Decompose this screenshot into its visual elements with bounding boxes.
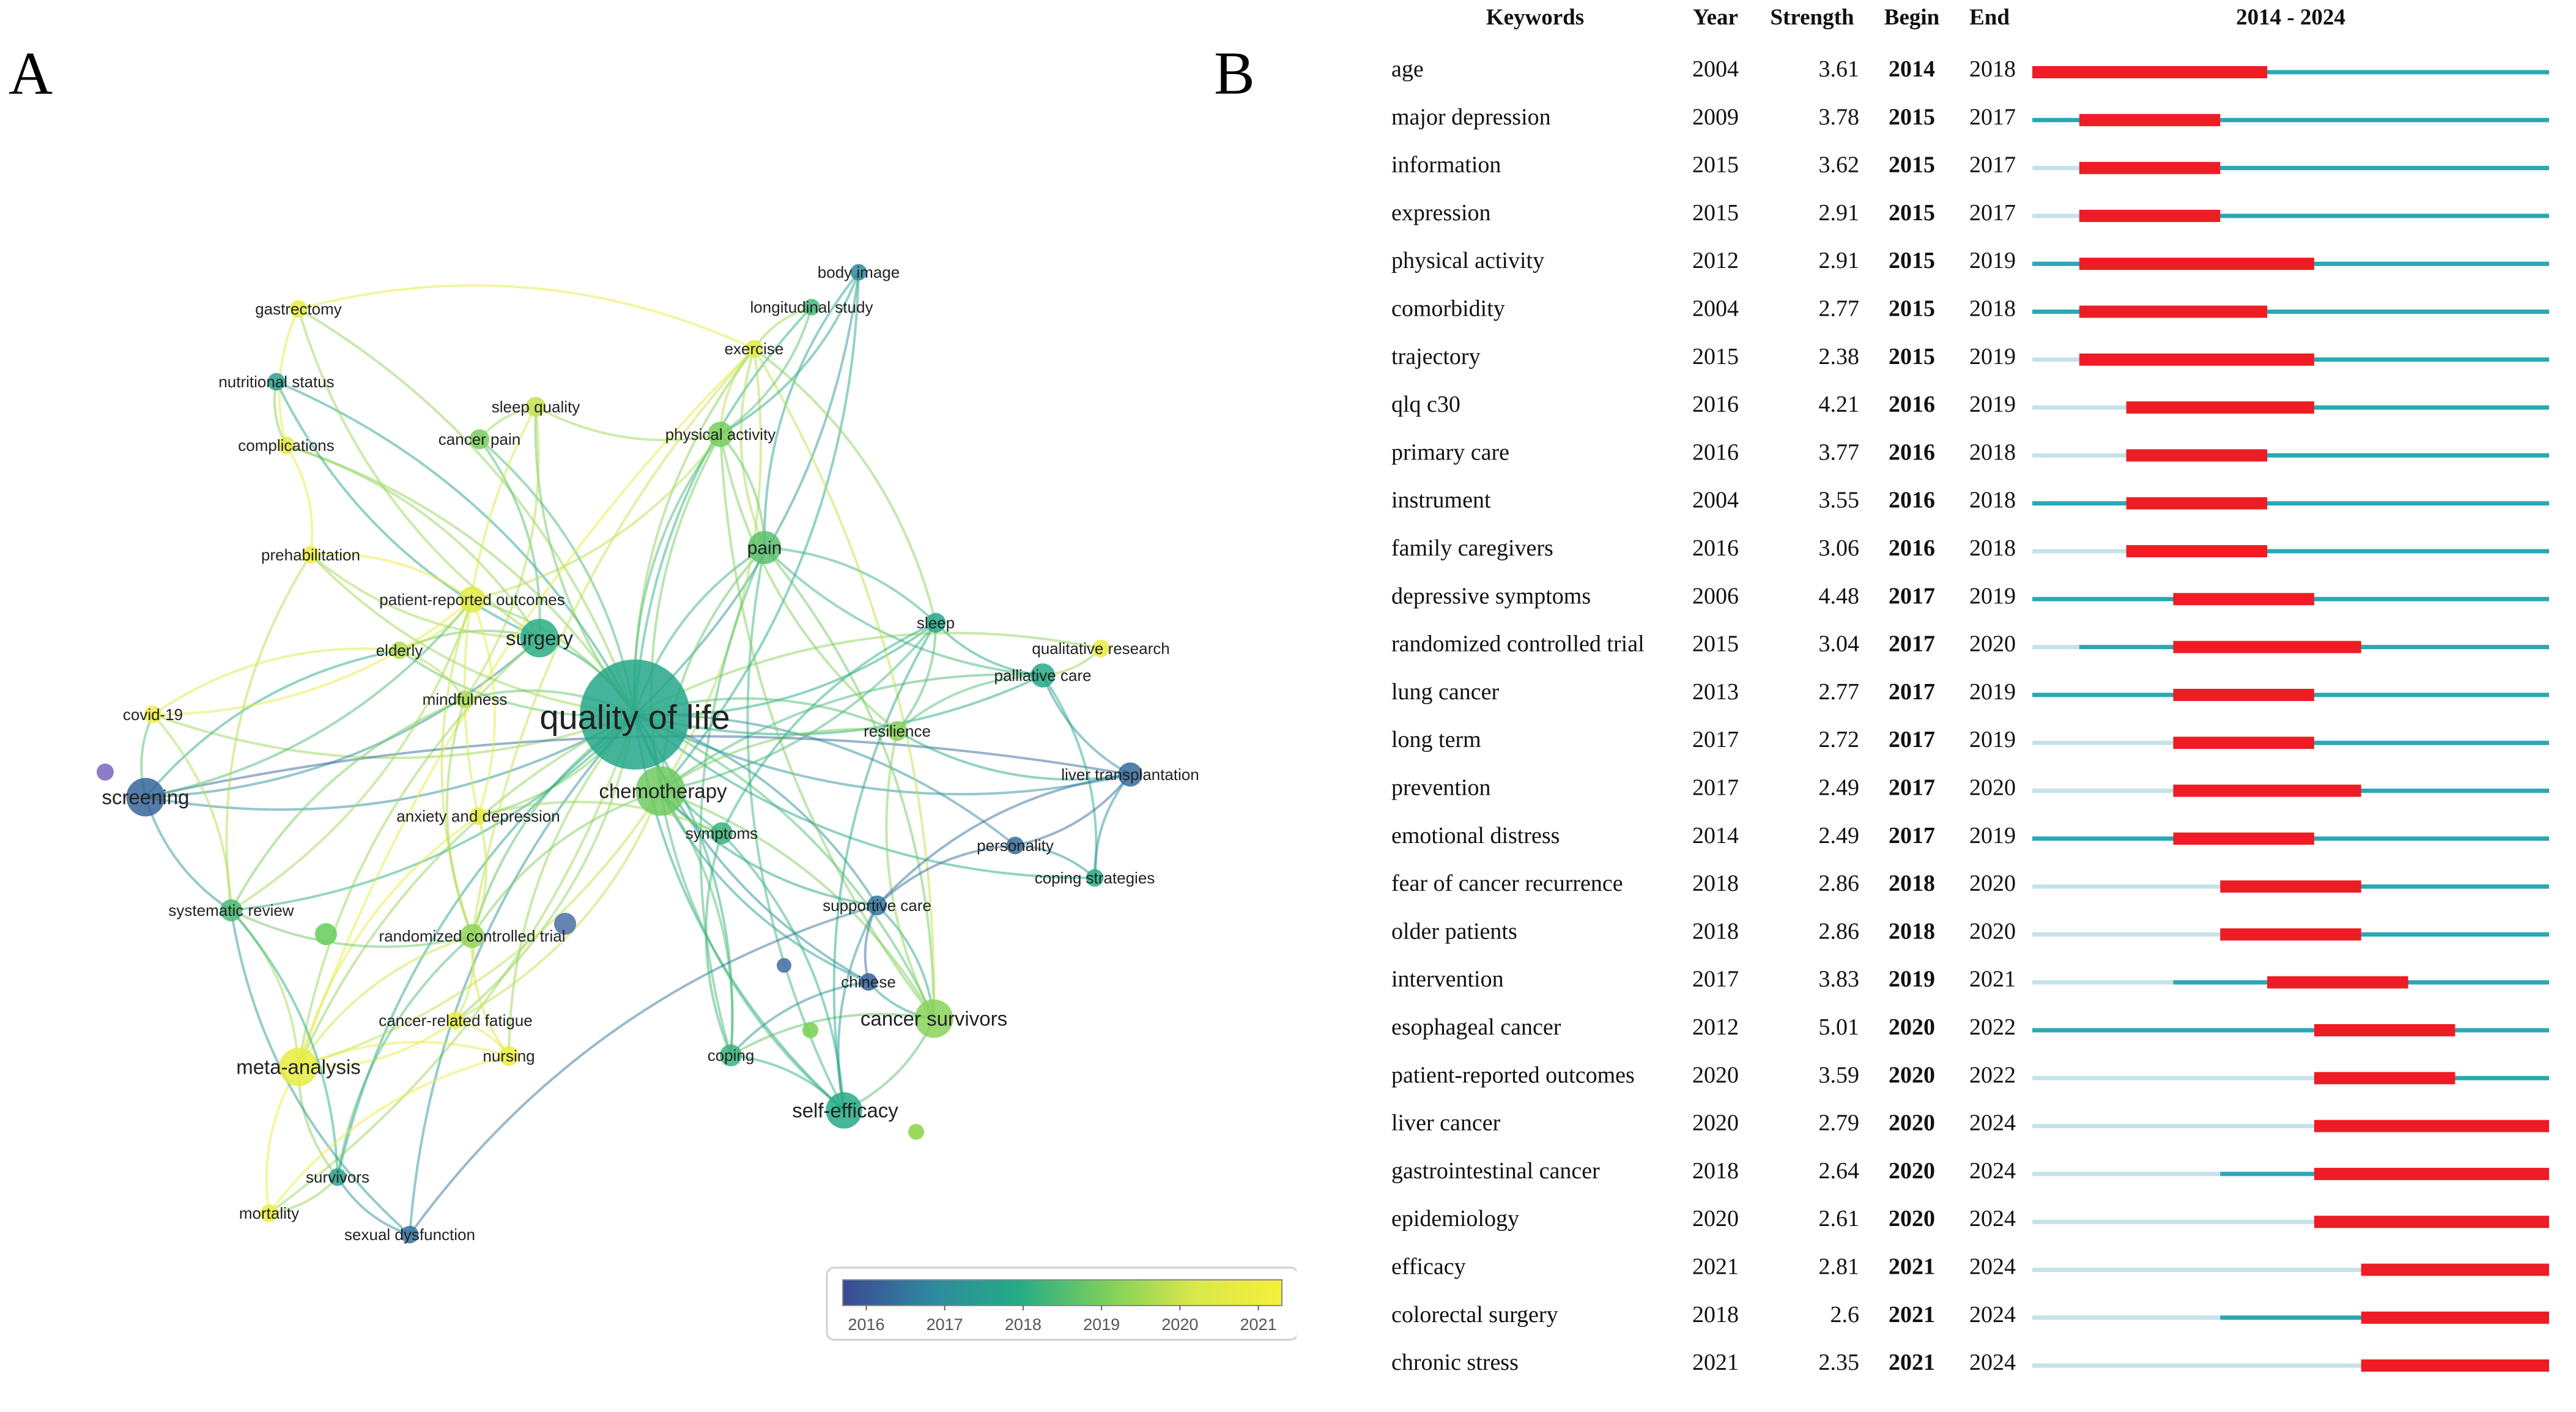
burst-bar — [2361, 1264, 2549, 1276]
begin-cell: 2015 — [1889, 295, 1935, 322]
burst-row-age — [1391, 56, 2549, 82]
burst-bar — [2173, 593, 2314, 605]
year-cell: 2013 — [1692, 678, 1739, 705]
burst-bar — [2173, 689, 2314, 701]
year-cell: 2015 — [1692, 343, 1739, 370]
burst-row-trajectory — [1391, 344, 2549, 370]
year-cell: 2015 — [1692, 152, 1739, 178]
burst-bar — [2079, 114, 2220, 126]
burst-row-major-depression — [1391, 104, 2549, 130]
begin-cell: 2015 — [1889, 104, 1935, 130]
node-label-personality: personality — [977, 836, 1054, 855]
strength-cell: 2.49 — [1818, 775, 1859, 801]
year-cell: 2018 — [1692, 1157, 1739, 1184]
burst-bar — [2220, 880, 2361, 893]
node-label-chemotherapy: chemotherapy — [599, 779, 727, 803]
begin-cell: 2017 — [1889, 775, 1935, 801]
node-label-body-image: body image — [817, 263, 900, 282]
end-cell: 2019 — [1969, 583, 2016, 609]
begin-cell: 2015 — [1889, 343, 1935, 370]
strength-cell: 2.49 — [1818, 822, 1859, 849]
burst-bar — [2079, 210, 2220, 222]
node-label-qualitative-research: qualitative research — [1032, 639, 1170, 658]
burst-bar — [2361, 1312, 2549, 1324]
begin-cell: 2016 — [1889, 487, 1935, 513]
strength-cell: 2.81 — [1818, 1254, 1859, 1280]
strength-cell: 2.79 — [1818, 1110, 1859, 1136]
strength-cell: 3.78 — [1818, 104, 1859, 130]
strength-cell: 2.91 — [1818, 199, 1859, 226]
node-label-coping: coping — [707, 1046, 755, 1065]
burst-bar — [2361, 1359, 2549, 1372]
strength-cell: 2.64 — [1818, 1157, 1859, 1184]
keyword-cell: esophageal cancer — [1391, 1014, 1561, 1040]
year-cell: 2016 — [1692, 392, 1739, 418]
node-label-randomized-controlled-trial: randomized controlled trial — [379, 927, 566, 946]
burst-row-chronic-stress — [1391, 1350, 2549, 1375]
begin-cell: 2017 — [1889, 727, 1935, 753]
legend-tick-label-2020: 2020 — [1161, 1315, 1199, 1334]
strength-cell: 2.38 — [1818, 343, 1859, 370]
strength-cell: 2.6 — [1830, 1301, 1859, 1328]
keyword-cell: age — [1391, 56, 1424, 82]
burst-bar — [2173, 833, 2314, 845]
node-label-gastrectomy: gastrectomy — [255, 300, 342, 319]
burst-row-expression — [1391, 200, 2549, 226]
node-label-covid-19: covid-19 — [122, 705, 183, 724]
keyword-cell: colorectal surgery — [1391, 1301, 1558, 1328]
end-cell: 2017 — [1969, 199, 2016, 226]
node-label-patient-reported-outcomes: patient-reported outcomes — [379, 590, 565, 609]
year-cell: 2020 — [1692, 1206, 1739, 1232]
node-label-mindfulness: mindfulness — [422, 690, 508, 709]
keyword-cell: depressive symptoms — [1391, 583, 1591, 609]
strength-cell: 3.06 — [1818, 535, 1859, 561]
strength-cell: 2.72 — [1818, 727, 1859, 753]
legend-tick-label-2018: 2018 — [1004, 1315, 1042, 1334]
begin-cell: 2018 — [1889, 918, 1935, 945]
year-cell: 2012 — [1692, 1014, 1739, 1040]
end-cell: 2017 — [1969, 152, 2016, 178]
burst-bar — [2314, 1072, 2455, 1084]
burst-row-intervention — [1391, 967, 2549, 992]
begin-cell: 2016 — [1889, 535, 1935, 561]
node-label-longitudinal-study: longitudinal study — [750, 298, 873, 317]
header-year: Year — [1693, 5, 1738, 30]
node-label-palliative-care: palliative care — [994, 666, 1092, 685]
burst-row-colorectal-surgery — [1391, 1302, 2549, 1328]
node-label-anxiety-and-depression: anxiety and depression — [396, 807, 560, 826]
burst-row-comorbidity — [1391, 296, 2549, 322]
keyword-cell: trajectory — [1391, 343, 1481, 370]
burst-bar — [2314, 1120, 2549, 1132]
keyword-cell: major depression — [1391, 104, 1551, 130]
burst-row-fear-of-cancer-recurrence — [1391, 871, 2549, 896]
strength-cell: 2.86 — [1818, 871, 1859, 897]
year-cell: 2018 — [1692, 1301, 1739, 1328]
node-label-screening: screening — [102, 786, 190, 809]
node-label-physical-activity: physical activity — [665, 425, 776, 444]
begin-cell: 2016 — [1889, 439, 1935, 466]
end-cell: 2019 — [1969, 343, 2016, 370]
strength-cell: 2.35 — [1818, 1350, 1859, 1376]
year-cell: 2015 — [1692, 199, 1739, 226]
strength-cell: 3.62 — [1818, 152, 1859, 178]
burst-row-qlq-c30 — [1391, 392, 2549, 417]
strength-cell: 4.21 — [1818, 392, 1859, 418]
end-cell: 2018 — [1969, 56, 2016, 82]
node-label-elderly: elderly — [376, 641, 423, 660]
end-cell: 2021 — [1969, 966, 2016, 992]
strength-cell: 2.86 — [1818, 918, 1859, 945]
strength-cell: 3.04 — [1818, 631, 1859, 657]
burst-row-gastrointestinal-cancer — [1391, 1158, 2549, 1184]
keyword-cell: efficacy — [1391, 1254, 1466, 1280]
burst-row-information — [1391, 152, 2549, 178]
burst-row-older-patients — [1391, 918, 2549, 944]
end-cell: 2018 — [1969, 487, 2016, 513]
end-cell: 2024 — [1969, 1206, 2016, 1232]
end-cell: 2017 — [1969, 104, 2016, 130]
begin-cell: 2021 — [1889, 1254, 1935, 1280]
legend-tick-label-2021: 2021 — [1240, 1315, 1277, 1334]
keyword-cell: liver cancer — [1391, 1110, 1501, 1136]
burst-table-rows — [1391, 56, 2549, 1375]
burst-bar — [2032, 66, 2267, 78]
burst-bar — [2079, 162, 2220, 174]
year-cell: 2017 — [1692, 775, 1739, 801]
burst-row-liver-cancer — [1391, 1110, 2549, 1136]
node-label-liver-transplantation: liver transplantation — [1061, 765, 1199, 784]
year-cell: 2017 — [1692, 727, 1739, 753]
node-label-chinese: chinese — [841, 973, 896, 992]
end-cell: 2022 — [1969, 1014, 2016, 1040]
keyword-cell: physical activity — [1391, 248, 1545, 274]
end-cell: 2019 — [1969, 727, 2016, 753]
keyword-cell: information — [1391, 152, 1501, 178]
year-cell: 2021 — [1692, 1350, 1739, 1376]
burst-bar — [2126, 449, 2267, 461]
burst-row-patient-reported-outcomes — [1391, 1062, 2549, 1088]
keyword-cell: comorbidity — [1391, 295, 1505, 322]
node-label-self-efficacy: self-efficacy — [792, 1099, 898, 1122]
header-keywords: Keywords — [1486, 5, 1585, 30]
burst-row-long-term — [1391, 727, 2549, 752]
node-label-pain: pain — [747, 538, 782, 559]
begin-cell: 2017 — [1889, 631, 1935, 657]
keyword-cell: randomized controlled trial — [1391, 631, 1645, 657]
year-cell: 2020 — [1692, 1062, 1739, 1088]
end-cell: 2019 — [1969, 248, 2016, 274]
begin-cell: 2021 — [1889, 1301, 1935, 1328]
node-label-nursing: nursing — [483, 1047, 535, 1066]
begin-cell: 2020 — [1889, 1110, 1935, 1136]
node-label-cancer-related-fatigue: cancer-related fatigue — [379, 1011, 533, 1030]
end-cell: 2022 — [1969, 1062, 2016, 1088]
node-label-systematic-review: systematic review — [168, 901, 294, 920]
burst-bar — [2267, 976, 2408, 989]
year-cell: 2018 — [1692, 918, 1739, 945]
burst-bar — [2173, 785, 2361, 797]
year-cell: 2016 — [1692, 439, 1739, 466]
strength-cell: 3.61 — [1818, 56, 1859, 82]
legend-tick-label-2017: 2017 — [926, 1315, 963, 1334]
year-cell: 2016 — [1692, 535, 1739, 561]
strength-cell: 3.77 — [1818, 439, 1859, 466]
burst-bar — [2126, 497, 2267, 510]
header-end: End — [1969, 5, 2010, 30]
burst-bar — [2079, 306, 2267, 318]
end-cell: 2024 — [1969, 1350, 2016, 1376]
strength-cell: 4.48 — [1818, 583, 1859, 609]
end-cell: 2019 — [1969, 392, 2016, 418]
burst-row-randomized-controlled-trial — [1391, 631, 2549, 657]
year-cell: 2009 — [1692, 104, 1739, 130]
legend-tick-label-2016: 2016 — [848, 1315, 885, 1334]
year-cell: 2018 — [1692, 871, 1739, 897]
begin-cell: 2020 — [1889, 1206, 1935, 1232]
keyword-cell: instrument — [1391, 487, 1491, 513]
strength-cell: 2.77 — [1818, 678, 1859, 705]
burst-row-family-caregivers — [1391, 535, 2549, 561]
node-label-supportive-care: supportive care — [823, 896, 931, 915]
end-cell: 2024 — [1969, 1110, 2016, 1136]
burst-row-primary-care — [1391, 439, 2549, 465]
keyword-cell: patient-reported outcomes — [1391, 1062, 1635, 1088]
keyword-cell: qlq c30 — [1391, 392, 1460, 418]
begin-cell: 2021 — [1889, 1350, 1935, 1376]
node-label-complications: complications — [238, 436, 335, 455]
end-cell: 2018 — [1969, 535, 2016, 561]
burst-bar — [2079, 354, 2314, 366]
begin-cell: 2017 — [1889, 583, 1935, 609]
end-cell: 2019 — [1969, 678, 2016, 705]
begin-cell: 2020 — [1889, 1062, 1935, 1088]
begin-cell: 2020 — [1889, 1014, 1935, 1040]
year-cell: 2004 — [1692, 295, 1739, 322]
burst-bar — [2126, 545, 2267, 557]
burst-row-depressive-symptoms — [1391, 583, 2549, 609]
year-cell: 2017 — [1692, 966, 1739, 992]
end-cell: 2020 — [1969, 918, 2016, 945]
header-range: 2014 - 2024 — [2236, 5, 2345, 30]
end-cell: 2019 — [1969, 822, 2016, 849]
node-label-meta-analysis: meta-analysis — [236, 1055, 361, 1079]
panel-b-label: B — [1214, 39, 1255, 107]
keyword-cell: long term — [1391, 727, 1481, 753]
year-cell: 2004 — [1692, 56, 1739, 82]
end-cell: 2024 — [1969, 1157, 2016, 1184]
node-label-sleep-quality: sleep quality — [491, 398, 580, 417]
end-cell: 2020 — [1969, 871, 2016, 897]
burst-bar — [2126, 401, 2314, 414]
keyword-cell: older patients — [1391, 918, 1517, 945]
burst-bar — [2314, 1216, 2549, 1228]
legend-tick-label-2019: 2019 — [1083, 1315, 1120, 1334]
begin-cell: 2015 — [1889, 248, 1935, 274]
begin-cell: 2019 — [1889, 966, 1935, 992]
node-label-prehabilitation: prehabilitation — [261, 546, 360, 565]
begin-cell: 2017 — [1889, 822, 1935, 849]
begin-cell: 2015 — [1889, 199, 1935, 226]
begin-cell: 2018 — [1889, 871, 1935, 897]
node-label-survivors: survivors — [305, 1168, 370, 1187]
burst-bar — [2173, 737, 2314, 749]
year-cell: 2015 — [1692, 631, 1739, 657]
node-label-coping-strategies: coping strategies — [1034, 869, 1155, 888]
burst-table-header — [1486, 5, 2345, 30]
strength-cell: 5.01 — [1818, 1014, 1859, 1040]
strength-cell: 2.91 — [1818, 248, 1859, 274]
burst-row-efficacy — [1391, 1254, 2549, 1280]
burst-bar — [2079, 258, 2314, 270]
keyword-cell: primary care — [1391, 439, 1510, 466]
burst-bar — [2314, 1024, 2455, 1036]
burst-row-esophageal-cancer — [1391, 1014, 2549, 1040]
header-begin: Begin — [1884, 5, 1940, 30]
begin-cell: 2015 — [1889, 152, 1935, 178]
year-cell: 2004 — [1692, 487, 1739, 513]
strength-cell: 3.55 — [1818, 487, 1859, 513]
node-label-quality-of-life: quality of life — [539, 697, 730, 737]
year-cell: 2020 — [1692, 1110, 1739, 1136]
burst-row-epidemiology — [1391, 1206, 2549, 1232]
begin-cell: 2014 — [1889, 56, 1935, 82]
year-cell: 2012 — [1692, 248, 1739, 274]
keyword-cell: lung cancer — [1391, 678, 1500, 705]
end-cell: 2018 — [1969, 295, 2016, 322]
burst-row-prevention — [1391, 775, 2549, 801]
strength-cell: 3.83 — [1818, 966, 1859, 992]
burst-bar — [2314, 1168, 2549, 1180]
burst-row-physical-activity — [1391, 248, 2549, 273]
end-cell: 2018 — [1969, 439, 2016, 466]
keyword-cell: intervention — [1391, 966, 1504, 992]
begin-cell: 2016 — [1889, 392, 1935, 418]
keyword-cell: family caregivers — [1391, 535, 1553, 561]
keyword-cell: fear of cancer recurrence — [1391, 871, 1623, 897]
burst-bar — [2173, 641, 2361, 653]
begin-cell: 2020 — [1889, 1157, 1935, 1184]
node-label-exercise: exercise — [724, 340, 784, 359]
end-cell: 2020 — [1969, 631, 2016, 657]
year-cell: 2021 — [1692, 1254, 1739, 1280]
begin-cell: 2017 — [1889, 678, 1935, 705]
strength-cell: 2.61 — [1818, 1206, 1859, 1232]
header-strength: Strength — [1770, 5, 1854, 30]
keyword-cell: epidemiology — [1391, 1206, 1519, 1232]
keyword-cell: emotional distress — [1391, 822, 1560, 849]
strength-cell: 2.77 — [1818, 295, 1859, 322]
burst-row-lung-cancer — [1391, 679, 2549, 705]
node-label-sexual-dysfunction: sexual dysfunction — [344, 1225, 475, 1244]
node-label-sleep: sleep — [916, 614, 955, 633]
node-label-cancer-survivors: cancer survivors — [860, 1007, 1008, 1030]
end-cell: 2024 — [1969, 1254, 2016, 1280]
node-label-symptoms: symptoms — [685, 824, 758, 843]
year-cell: 2006 — [1692, 583, 1739, 609]
keyword-cell: gastrointestinal cancer — [1391, 1157, 1600, 1184]
burst-row-emotional-distress — [1391, 823, 2549, 849]
keyword-cell: prevention — [1391, 775, 1491, 801]
node-label-mortality: mortality — [239, 1204, 300, 1223]
strength-cell: 3.59 — [1818, 1062, 1859, 1088]
keyword-cell: chronic stress — [1391, 1350, 1519, 1376]
panel-a-label: A — [9, 39, 53, 107]
node-label-surgery: surgery — [505, 626, 574, 650]
end-cell: 2024 — [1969, 1301, 2016, 1328]
node-label-resilience: resilience — [864, 722, 931, 741]
keyword-cell: expression — [1391, 199, 1491, 226]
node-label-cancer-pain: cancer pain — [438, 430, 521, 449]
burst-bar — [2220, 928, 2361, 940]
node-label-nutritional-status: nutritional status — [218, 373, 335, 392]
year-cell: 2014 — [1692, 822, 1739, 849]
end-cell: 2020 — [1969, 775, 2016, 801]
burst-row-instrument — [1391, 488, 2549, 513]
